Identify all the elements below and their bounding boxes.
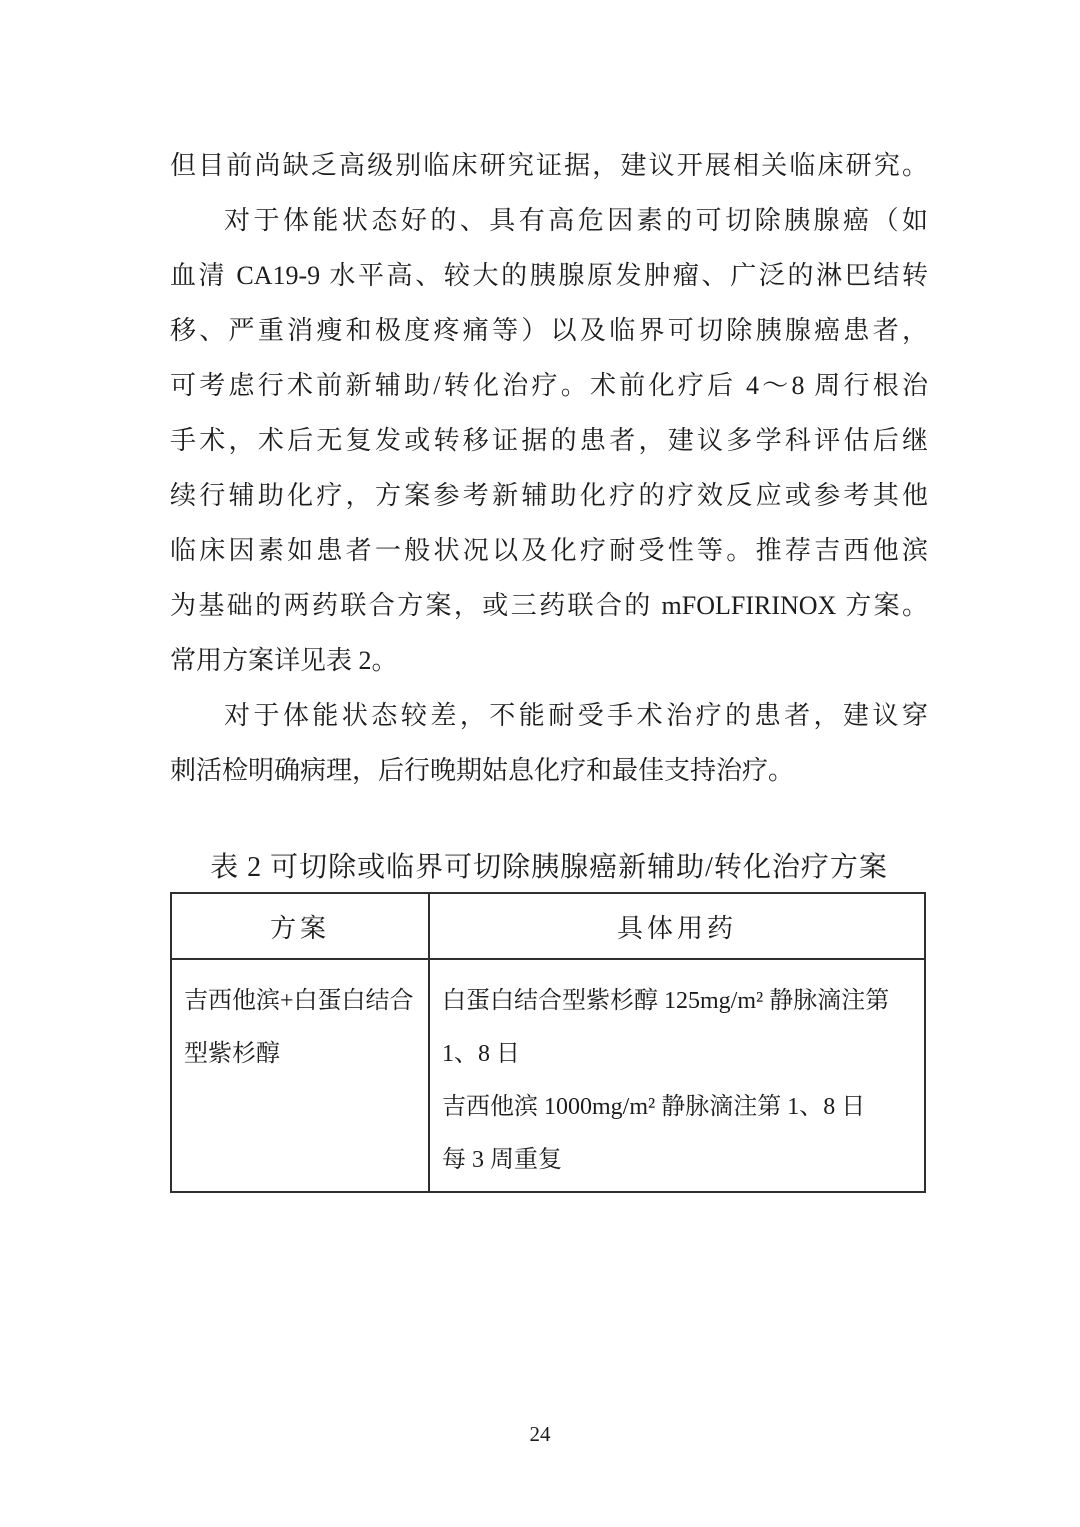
paragraph-line: 刺活检明确病理，后行晚期姑息化疗和最佳支持治疗。: [170, 756, 795, 785]
paragraph-line: 对于体能状态较差，不能耐受手术治疗的患者，建议穿: [224, 701, 928, 730]
table-header-drugs: 具体用药: [616, 913, 737, 943]
paragraph-line: 手术，术后无复发或转移证据的患者，建议多学科评估后继: [170, 426, 928, 455]
paragraph-line: 但目前尚缺乏高级别临床研究证据，建议开展相关临床研究。: [170, 151, 928, 180]
table-cell-scheme: [172, 960, 430, 1191]
table-cell-drugs: [430, 960, 924, 1191]
table-header-scheme: 方案: [172, 894, 430, 958]
scheme-line: 吉西他滨+白蛋白结合: [184, 988, 414, 1014]
table-title: 表 2 可切除或临界可切除胰腺癌新辅助/转化治疗方案: [210, 852, 888, 883]
scheme-line: 型紫杉醇: [184, 1041, 280, 1067]
drug-line: 每 3 周重复: [442, 1147, 562, 1173]
paragraph-line: 常用方案详见表 2。: [170, 646, 398, 675]
paragraph-line: 为基础的两药联合方案，或三药联合的 mFOLFIRINOX 方案。: [170, 591, 928, 620]
treatment-scheme-table: [170, 892, 926, 1193]
drug-line: 1、8 日: [442, 1041, 520, 1067]
paragraph-line: 临床因素如患者一般状况以及化疗耐受性等。推荐吉西他滨: [170, 536, 928, 565]
paragraph-line: 血清 CA19-9 水平高、较大的胰腺原发肿瘤、广泛的淋巴结转: [170, 261, 928, 290]
paragraph-line: 续行辅助化疗，方案参考新辅助化疗的疗效反应或参考其他: [170, 481, 928, 510]
paragraph-line: 移、严重消瘦和极度疼痛等）以及临界可切除胰腺癌患者，: [170, 316, 928, 345]
page-number: 24: [529, 1422, 551, 1446]
table-row: [172, 960, 924, 1191]
table-header-row: [172, 894, 924, 960]
body-text: [170, 138, 928, 798]
drug-line: 白蛋白结合型紫杉醇 125mg/m² 静脉滴注第: [442, 988, 890, 1014]
paragraph-line: 对于体能状态好的、具有高危因素的可切除胰腺癌（如: [224, 206, 928, 235]
paragraph-line: 可考虑行术前新辅助/转化治疗。术前化疗后 4～8 周行根治: [170, 371, 928, 400]
drug-line: 吉西他滨 1000mg/m² 静脉滴注第 1、8 日: [442, 1094, 866, 1120]
